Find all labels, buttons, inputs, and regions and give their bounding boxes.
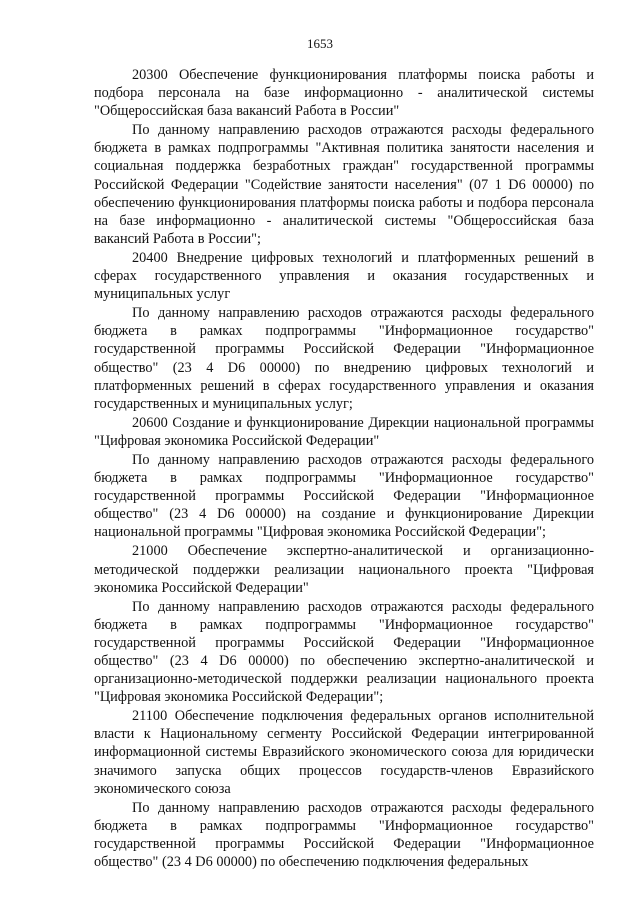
page-number: 1653 xyxy=(307,36,333,51)
paragraph-21100-description: По данному направлению расходов отражаются расходы федерального бюджета в рамках подпрограммы "Информационное государство" государственной программы Российской Федерации "Информационное общество" (23 4 D6 00000) по обеспечению подключения федеральных xyxy=(94,799,594,871)
paragraph-21000-description: По данному направлению расходов отражаются расходы федерального бюджета в рамках подпрограммы "Информационное государство" государственной программы Российской Федерации "Информационное общество" (23 4 D6 00000) по обеспечению экспертно-аналитической и организационно-методической поддержки реализации национального проекта "Цифровая экономика Российской Федерации"; xyxy=(94,598,594,706)
paragraph-20400-description: По данному направлению расходов отражаются расходы федерального бюджета в рамках подпрограммы "Информационное государство" государственной программы Российской Федерации "Информационное общество" (23 4 D6 00000) по внедрению цифровых технологий и платформенных решений в сферах государственного управления и оказания государственных и муниципальных услуг; xyxy=(94,305,594,412)
paragraph-20600-heading: 20600 Создание и функционирование Дирекции национальной программы "Цифровая экономика Российской Федерации" xyxy=(94,414,594,449)
paragraph-20600-description: По данному направлению расходов отражаются расходы федерального бюджета в рамках подпрограммы "Информационное государство" государственной программы Российской Федерации "Информационное общество" (23 4 D6 00000) на создание и функционирование Дирекции национальной программы "Цифровая экономика Российской Федерации"; xyxy=(94,451,594,541)
paragraph-20400-heading: 20400 Внедрение цифровых технологий и платформенных решений в сферах государственного управления и оказания государственных и муниципальных услуг xyxy=(94,249,594,303)
paragraph-20300-heading: 20300 Обеспечение функционирования платформы поиска работы и подбора персонала на базе информационно - аналитической системы "Общероссийская база вакансий Работа в России" xyxy=(94,67,594,120)
document-body xyxy=(94,66,594,872)
paragraph-21000-heading: 21000 Обеспечение экспертно-аналитической и организационно-методической поддержки реализации национального проекта "Цифровая экономика Российской Федерации" xyxy=(94,543,594,596)
paragraph-20300-description: По данному направлению расходов отражаются расходы федерального бюджета в рамках подпрограммы "Активная политика занятости населения и социальная поддержка безработных граждан" государственной программы Российской Федерации "Содействие занятости населения" (07 1 D6 00000) по обеспечению функционирования платформы поиска работы и подбора персонала на базе информационно - аналитической системы "Общероссийская база вакансий Работа в России"; xyxy=(94,122,594,247)
paragraph-21100-heading: 21100 Обеспечение подключения федеральных органов исполнительной власти к Национальному сегменту Российской Федерации интегрированной информационной системы Евразийского экономического союза для юридически значимого запуска общих процессов государств-членов Евразийского экономического союза xyxy=(94,708,594,797)
